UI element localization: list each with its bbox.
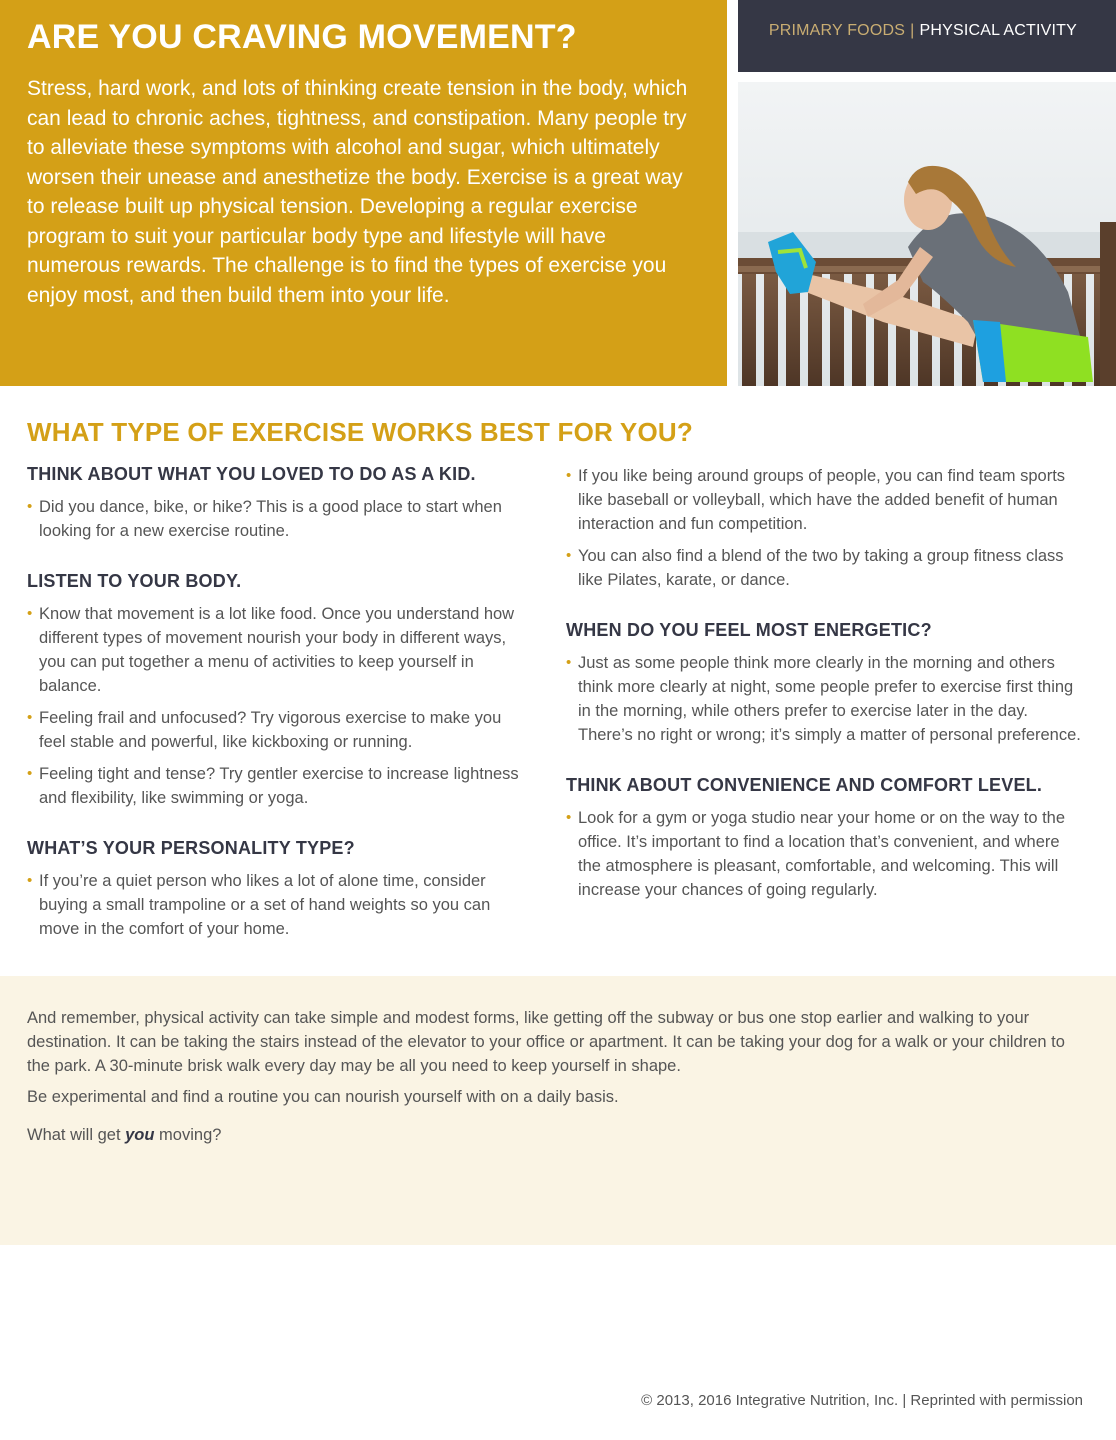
tip-heading: WHAT’S YOUR PERSONALITY TYPE?: [27, 838, 355, 858]
page-title: ARE YOU CRAVING MOVEMENT?: [27, 18, 577, 56]
tip-block-convenience: [566, 775, 1086, 902]
tip-bullet: • If you like being around groups of people, you can find team sports like baseball or volleyball, which have the added benefit of human interaction and fun competition.: [566, 464, 1086, 536]
tip-bullet: • Feeling frail and unfocused? Try vigorous exercise to make you feel stable and powerful, like kickboxing or running.: [27, 706, 522, 754]
tip-bullet: • Know that movement is a lot like food. Once you understand how different types of movement nourish your body in different ways, you can put together a menu of activities to keep yourself in balance.: [27, 602, 522, 698]
left-column: [27, 464, 522, 969]
closing-question: [27, 1123, 1077, 1147]
right-column: [566, 464, 1086, 930]
tip-bullet: • Look for a gym or yoga studio near your home or on the way to the office. It’s important to find a location that’s convenient, and where the atmosphere is pleasant, comfortable, and welcoming. This will increase your chances of going regularly.: [566, 806, 1086, 902]
closing-panel: [0, 976, 1116, 1245]
intro-panel: [0, 0, 727, 386]
copyright-notice: © 2013, 2016 Integrative Nutrition, Inc. | Reprinted with permission: [641, 1392, 1083, 1409]
question-text-start: What will get: [27, 1126, 126, 1144]
breadcrumb-separator: |: [910, 22, 915, 39]
tip-block-childhood: [27, 464, 522, 543]
breadcrumb-primary-foods: PRIMARY FOODS: [768, 22, 906, 39]
tip-bullet: • Feeling tight and tense? Try gentler exercise to increase lightness and flexibility, like swimming or yoga.: [27, 762, 522, 810]
tip-heading: THINK ABOUT WHAT YOU LOVED TO DO AS A KID.: [27, 464, 476, 484]
question-text-end: moving?: [154, 1126, 222, 1144]
tip-heading: LISTEN TO YOUR BODY.: [27, 571, 242, 591]
tip-bullet: • Did you dance, bike, or hike? This is a good place to start when looking for a new exercise routine.: [27, 495, 522, 543]
breadcrumb: [769, 22, 1077, 40]
breadcrumb-physical-activity: PHYSICAL ACTIVITY: [919, 22, 1077, 39]
section-title: WHAT TYPE OF EXERCISE WORKS BEST FOR YOU?: [27, 417, 693, 447]
tip-heading: THINK ABOUT CONVENIENCE AND COMFORT LEVEL.: [566, 775, 1043, 795]
category-bar: [738, 0, 1116, 72]
tip-block-personality-continued: [566, 464, 1086, 592]
closing-paragraph-experimental: Be experimental and find a routine you can nourish yourself with on a daily basis.: [27, 1088, 619, 1106]
intro-paragraph: Stress, hard work, and lots of thinking create tension in the body, which can lead to chronic aches, tightness, and constipation. Many people try to alleviate these symptoms with alcohol and sugar, which ultimately worsen their unease and anesthetize the body. Exercise is a great way to release built up physical tension. Developing a regular exercise program to suit your particular body type and lifestyle will have numerous rewards. The challenge is to find the types of exercise you enjoy most, and then build them into your life.: [27, 77, 688, 307]
tip-block-listen-body: [27, 571, 522, 810]
woman-stretching-photo: [738, 82, 1116, 386]
tip-block-energetic: [566, 620, 1086, 747]
tip-bullet: • Just as some people think more clearly in the morning and others think more clearly at night, some people prefer to exercise first thing in the morning, while others prefer to exercise later in the day. There’s no right or wrong; it’s simply a matter of personal preference.: [566, 651, 1086, 747]
tip-heading: WHEN DO YOU FEEL MOST ENERGETIC?: [566, 620, 932, 640]
tip-block-personality: [27, 838, 522, 941]
tip-bullet: • If you’re a quiet person who likes a lot of alone time, consider buying a small trampoline or a set of hand weights so you can move in the comfort of your home.: [27, 869, 522, 941]
closing-paragraph: And remember, physical activity can take simple and modest forms, like getting off the subway or bus one stop earlier and walking to your destination. It can be taking the stairs instead of the elevator to your office or apartment. It can be taking your dog for a walk or your children to the park. A 30-minute brisk walk every day may be all you need to keep yourself in shape.: [27, 1009, 1065, 1075]
tip-bullet: • You can also find a blend of the two by taking a group fitness class like Pilates, karate, or dance.: [566, 544, 1086, 592]
question-emphasis: you: [125, 1126, 155, 1144]
